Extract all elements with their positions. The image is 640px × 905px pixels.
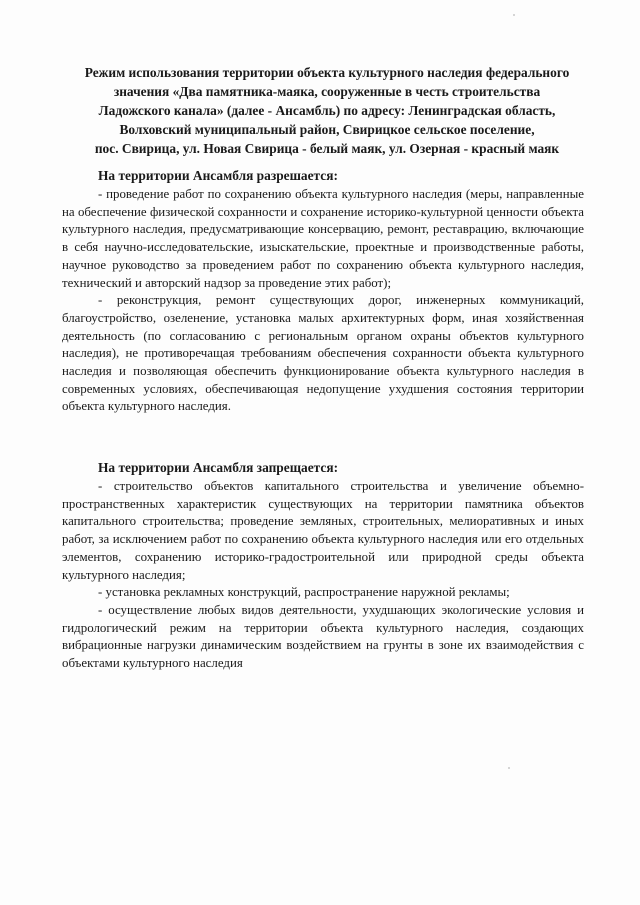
title-line: значения «Два памятника-маяка, сооруженные в честь строительства xyxy=(113,84,541,99)
title-line: Режим использования территории объекта культурного наследия федерального xyxy=(84,65,570,80)
prohibited-item: - строительство объектов капитального строительства и увеличение объемно-пространственных характеристик существующих на территории памятника объектов капитального строительства; проведение земляных, строительных, мелиоративных и иных работ, за исключением работ по сохранению объекта культурного наследия или его отдельных элементов, сохранению историко-градостроительной или природной среды объекта культурного наследия; xyxy=(62,479,584,582)
prohibited-item: - установка рекламных конструкций, распространение наружной рекламы; xyxy=(98,585,510,600)
allowed-item: - проведение работ по сохранению объекта культурного наследия (меры, направленные на обеспечение физической сохранности и сохранение историко-культурной ценности объекта культурного наследия, предусматривающие консервацию, ремонт, реставрацию, включающие в себя научно-исследовательские, изыскательские, проектные и производственные работы, научное руководство за проведением работ по сохранению объекта культурного наследия, технический и авторский надзор за проведение этих работ); xyxy=(62,187,584,290)
prohibited-section xyxy=(62,459,584,673)
scan-speck xyxy=(508,767,510,769)
title-line: Ладожского канала» (далее - Ансамбль) по адресу: Ленинградская область, xyxy=(98,103,556,118)
prohibited-heading: На территории Ансамбля запрещается: xyxy=(98,460,339,475)
prohibited-item: - осуществление любых видов деятельности, ухудшающих экологические условия и гидрологический режим на территории объекта культурного наследия, создающих вибрационные нагрузки динамическим воздействием на грунты в зоне их взаимодействия с объектами культурного наследия xyxy=(62,602,584,671)
allowed-section xyxy=(62,167,584,416)
title-line: пос. Свирица, ул. Новая Свирица - белый маяк, ул. Озерная - красный маяк xyxy=(94,141,560,156)
allowed-heading: На территории Ансамбля разрешается: xyxy=(98,168,338,183)
document-title xyxy=(60,63,594,158)
title-line: Волховский муниципальный район, Свирицкое сельское поселение, xyxy=(119,122,535,137)
scan-speck xyxy=(513,14,515,16)
allowed-item: - реконструкция, ремонт существующих дорог, инженерных коммуникаций, благоустройство, озеленение, установка малых архитектурных форм, иная хозяйственная деятельность (по согласованию с региональным органом охраны объектов культурного наследия), не противоречащая требованиям обеспечения сохранности объекта культурного наследия и позволяющая обеспечить функционирование объекта культурного наследия в современных условиях, обеспечивающая недопущение ухудшения состояния территории объекта культурного наследия. xyxy=(62,293,584,414)
